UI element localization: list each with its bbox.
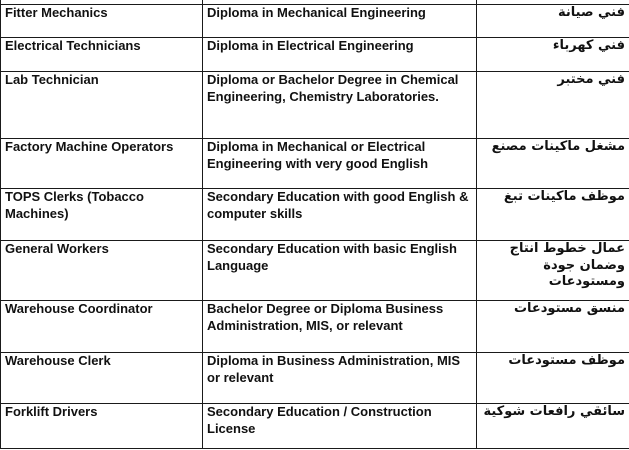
job-title-cell: Electrical Technicians [1,38,203,72]
qualification-cell: Bachelor Degree or Diploma Business Administration, MIS, or relevant [203,301,477,353]
qualification-cell: Secondary Education with good English & computer skills [203,189,477,241]
table-row [1,5,629,38]
qualification-cell: Secondary Education / Construction License [203,404,477,449]
qualification-cell: Diploma in Electrical Engineering [203,38,477,72]
table-row [1,139,629,189]
job-title-cell: Warehouse Clerk [1,353,203,404]
job-title-cell: General Workers [1,241,203,301]
arabic-job-title-cell: موظف ماكينات تبغ [477,189,629,241]
arabic-job-title-cell: سائقي رافعات شوكية [477,404,629,449]
qualification-cell: Diploma or Bachelor Degree in Chemical Engineering, Chemistry Laboratories. [203,72,477,139]
qualification-cell: Diploma in Mechanical Engineering [203,5,477,38]
table-row [1,301,629,353]
table-row [1,189,629,241]
arabic-job-title-cell: موظف مستودعات [477,353,629,404]
qualification-cell: Diploma in Mechanical or Electrical Engineering with very good English [203,139,477,189]
arabic-job-title-cell: منسق مستودعات [477,301,629,353]
job-title-cell: Lab Technician [1,72,203,139]
job-title-cell: Fitter Mechanics [1,5,203,38]
table-row [1,404,629,449]
job-title-cell: Factory Machine Operators [1,139,203,189]
arabic-job-title-cell: عمال خطوط انتاج وضمان جودة ومستودعات [477,241,629,301]
qualification-cell: Secondary Education with basic English Language [203,241,477,301]
table-row [1,72,629,139]
table-row [1,353,629,404]
arabic-job-title-cell: فني كهرباء [477,38,629,72]
job-title-cell: Warehouse Coordinator [1,301,203,353]
arabic-job-title-cell: فني صيانة [477,5,629,38]
arabic-job-title-cell: فني مختبر [477,72,629,139]
job-title-cell: TOPS Clerks (Tobacco Machines) [1,189,203,241]
job-title-cell: Forklift Drivers [1,404,203,449]
qualification-cell: Diploma in Business Administration, MIS or relevant [203,353,477,404]
table-row [1,241,629,301]
arabic-job-title-cell: مشغل ماكينات مصنع [477,139,629,189]
table-row [1,38,629,72]
